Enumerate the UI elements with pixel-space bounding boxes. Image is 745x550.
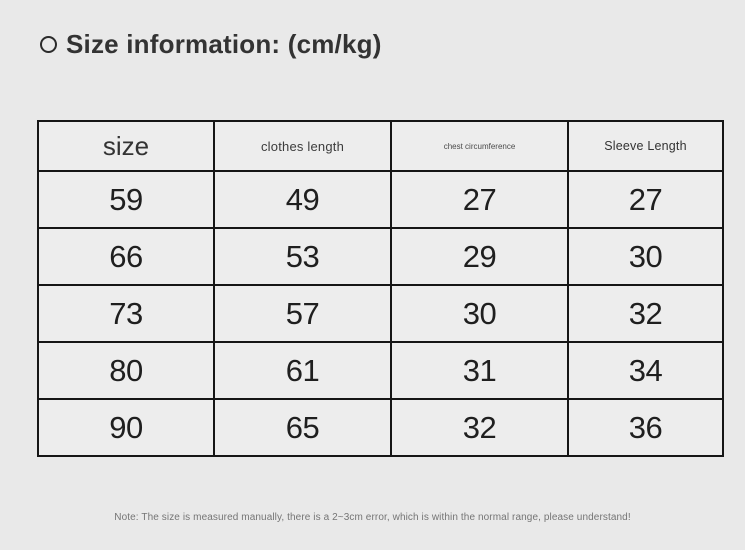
table-row	[38, 228, 723, 285]
table-row	[38, 285, 723, 342]
table-cell-sleeve: 27	[568, 171, 723, 228]
column-header-size: size	[38, 121, 214, 171]
table-cell-length: 57	[214, 285, 391, 342]
section-title: Size information: (cm/kg)	[66, 29, 382, 59]
section-header	[40, 31, 382, 57]
table-header-row	[38, 121, 723, 171]
table-cell-sleeve: 34	[568, 342, 723, 399]
table-cell-size: 66	[38, 228, 214, 285]
table-cell-length: 53	[214, 228, 391, 285]
column-header-sleeve-length: Sleeve Length	[568, 121, 723, 171]
table-cell-size: 80	[38, 342, 214, 399]
table-cell-length: 65	[214, 399, 391, 456]
table-cell-chest: 31	[391, 342, 568, 399]
table-cell-length: 61	[214, 342, 391, 399]
table-cell-chest: 32	[391, 399, 568, 456]
column-header-clothes-length: clothes length	[214, 121, 391, 171]
table-cell-size: 90	[38, 399, 214, 456]
table-cell-length: 49	[214, 171, 391, 228]
table-cell-chest: 29	[391, 228, 568, 285]
measurement-note: Note: The size is measured manually, there is a 2~3cm error, which is within the normal range, please understand!	[114, 512, 631, 523]
table-row	[38, 171, 723, 228]
table-row	[38, 342, 723, 399]
table-cell-sleeve: 30	[568, 228, 723, 285]
table-row	[38, 399, 723, 456]
table-cell-sleeve: 32	[568, 285, 723, 342]
table-cell-sleeve: 36	[568, 399, 723, 456]
circle-outline-icon	[40, 36, 57, 53]
table-cell-chest: 30	[391, 285, 568, 342]
table-cell-size: 73	[38, 285, 214, 342]
column-header-chest-circumference: chest circumference	[391, 121, 568, 171]
size-table	[37, 120, 724, 457]
table-cell-chest: 27	[391, 171, 568, 228]
table-cell-size: 59	[38, 171, 214, 228]
